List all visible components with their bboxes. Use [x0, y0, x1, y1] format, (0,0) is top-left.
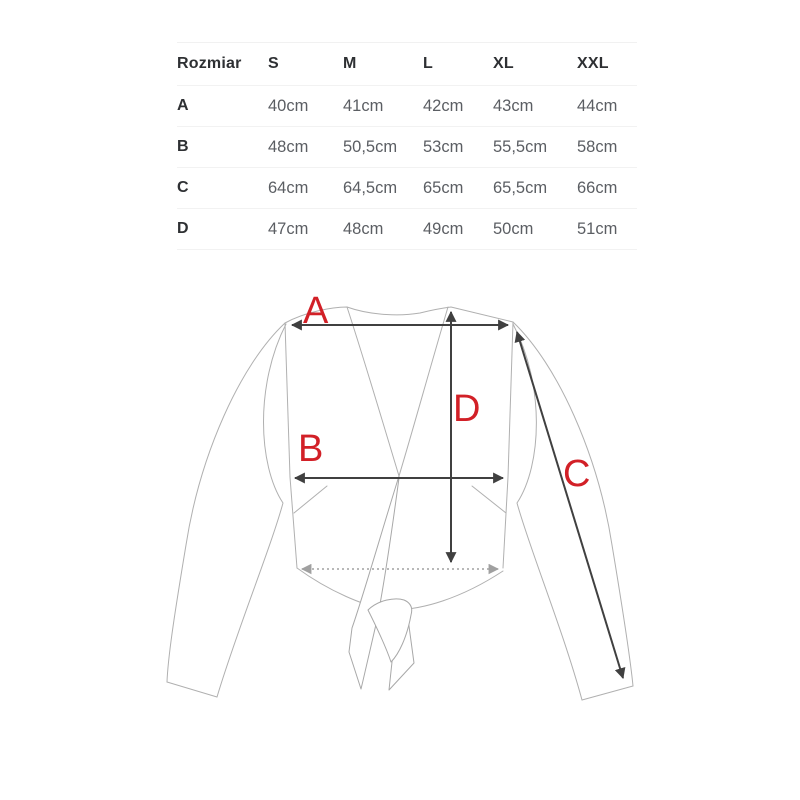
size-table-header-xxl: XXL: [577, 55, 609, 72]
row-label: D: [177, 220, 189, 237]
table-cell: 40cm: [268, 96, 309, 115]
table-cell: 43cm: [493, 96, 534, 115]
table-cell: 49cm: [423, 219, 464, 238]
dimension-label-b: B: [298, 428, 324, 470]
blouse-tie-knot: [349, 476, 414, 690]
table-cell: 51cm: [577, 219, 618, 238]
row-label: B: [177, 138, 189, 155]
size-table-header-l: L: [423, 55, 433, 72]
table-cell: 53cm: [423, 137, 464, 156]
dimension-label-d: D: [453, 388, 481, 430]
table-cell: 58cm: [577, 137, 618, 156]
table-cell: 41cm: [343, 96, 384, 115]
size-table-header-m: M: [343, 55, 357, 72]
table-cell: 55,5cm: [493, 137, 548, 156]
size-table-header-rozmiar: Rozmiar: [177, 55, 242, 72]
table-cell: 65cm: [423, 178, 464, 197]
table-cell: 48cm: [268, 137, 309, 156]
table-cell: 50,5cm: [343, 137, 398, 156]
table-cell: 44cm: [577, 96, 618, 115]
table-cell: 66cm: [577, 178, 618, 197]
table-cell: 65,5cm: [493, 178, 548, 197]
table-cell: 48cm: [343, 219, 384, 238]
table-cell: 42cm: [423, 96, 464, 115]
dimension-label-c: C: [563, 453, 591, 495]
row-label: C: [177, 179, 189, 196]
table-cell: 50cm: [493, 219, 534, 238]
row-label: A: [177, 97, 189, 114]
size-table-header-xl: XL: [493, 55, 514, 72]
table-cell: 47cm: [268, 219, 309, 238]
table-cell: 64,5cm: [343, 178, 398, 197]
dimension-label-a: A: [303, 290, 329, 332]
table-cell: 64cm: [268, 178, 309, 197]
size-table-header-s: S: [268, 55, 279, 72]
dimension-arrow-c: [517, 332, 623, 678]
dimension-arrows: [292, 312, 623, 678]
